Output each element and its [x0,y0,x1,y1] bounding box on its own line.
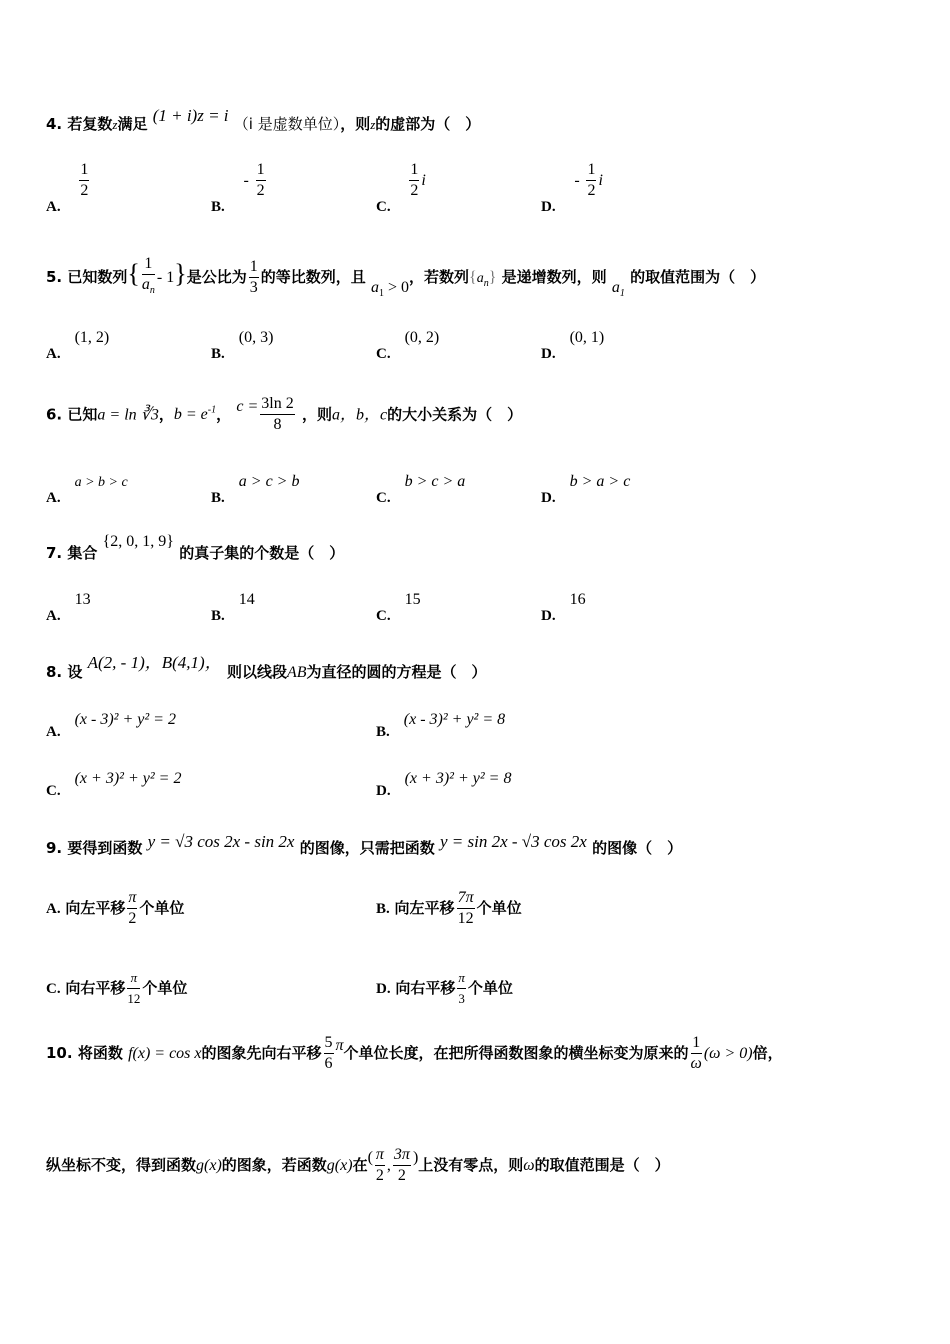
q8-option-a[interactable]: A.(x - 3)² + y² = 2 [46,711,176,740]
question-6: 6. 已知a = ln ∛3，$b = e^{-1}$， c = $\frac{3\ln 2}{8}$ ，则a，b，c的大小关系为（ ） [46,395,523,434]
q9-number: 9. [46,839,63,857]
q8-number: 8. [46,663,63,681]
question-4: 4. 若复数z满足 (1 + i)z = i （i 是虚数单位），则z的虚部为（ ） [46,106,481,133]
q5-option-d[interactable]: D.(0, 1) [541,329,605,362]
q9-option-d[interactable]: D. 向右平移 $\frac{\pi}{3}$ 个单位 [376,970,513,1006]
q9-option-c[interactable]: C. 向右平移 $\frac{\pi}{12}$ 个单位 [46,970,188,1006]
q4-option-b[interactable]: B. - $\frac{1}{2}$ [211,161,265,215]
q6-option-c[interactable]: C.b > c > a [376,473,466,506]
q6-option-a[interactable]: A.a > b > c [46,475,128,506]
q4-option-d[interactable]: D. - $\frac{1}{2}$ i [541,161,603,215]
q8-option-d[interactable]: D.(x + 3)² + y² = 8 [376,770,512,799]
q4-option-c[interactable]: C. $\frac{1}{2}$ i [376,161,426,215]
q5-option-b[interactable]: B.(0, 3) [211,329,274,362]
q6-option-d[interactable]: D.b > a > c [541,473,631,506]
q4-option-a[interactable]: A. $\frac{1}{2}$ [46,161,89,215]
q4-number: 4. [46,115,63,133]
q7-option-d[interactable]: D.16 [541,591,586,624]
question-10: 10. 将函数 f(x) = cos x的图象先向右平移 $\frac{5}{6}$ π个单位长度，在把所得函数图象的横坐标变为原来的 $\frac{1}{\omega}$ (ω > 0)倍， [46,1034,783,1072]
question-10-line-2: 纵坐标不变，得到函数g(x)的图象，若函数g(x)在( $\frac{\pi}{2}$ , $\frac{3\pi}{2}$ )上没有零点，则ω的取值范围是（ ） [46,1146,670,1184]
q10-number: 10. [46,1044,73,1062]
question-7: 7. 集合 {2, 0, 1, 9} 的真子集的个数是（ ） [46,533,345,562]
question-8: 8. 设 A(2, - 1)，B(4,1)， 则以线段AB为直径的圆的方程是（ ） [46,653,487,681]
q9-option-a[interactable]: A. 向左平移 $\frac{\pi}{2}$ 个单位 [46,889,185,927]
q7-number: 7. [46,544,63,562]
question-5: 5. 已知数列{ $\frac{1}{a_n}$ - 1}是公比为 $\frac{1}{3}$ 的等比数列，且 $a_1 > 0$，若数列$\{a_n\}$ 是递增数列，则 $a_1$ 的取值范围为（ ） [46,254,766,300]
question-9: 9. 要得到函数 y = √3 cos 2x - sin 2x 的图像，只需把函数 y = sin 2x - √3 cos 2x 的图像（ ） [46,832,683,857]
q6-number: 6. [46,405,63,424]
q7-option-b[interactable]: B.14 [211,591,255,624]
q5-option-c[interactable]: C.(0, 2) [376,329,440,362]
q8-option-c[interactable]: C.(x + 3)² + y² = 2 [46,770,182,799]
q5-number: 5. [46,268,63,286]
q5-option-a[interactable]: A.(1, 2) [46,329,110,362]
q6-option-b[interactable]: B.a > c > b [211,473,300,506]
q9-option-b[interactable]: B. 向左平移 $\frac{7\pi}{12}$ 个单位 [376,889,522,927]
q8-option-b[interactable]: B.(x - 3)² + y² = 8 [376,711,506,740]
q7-option-c[interactable]: C.15 [376,591,421,624]
q4-equation: (1 + i)z = i [152,106,229,125]
q7-option-a[interactable]: A.13 [46,591,91,624]
